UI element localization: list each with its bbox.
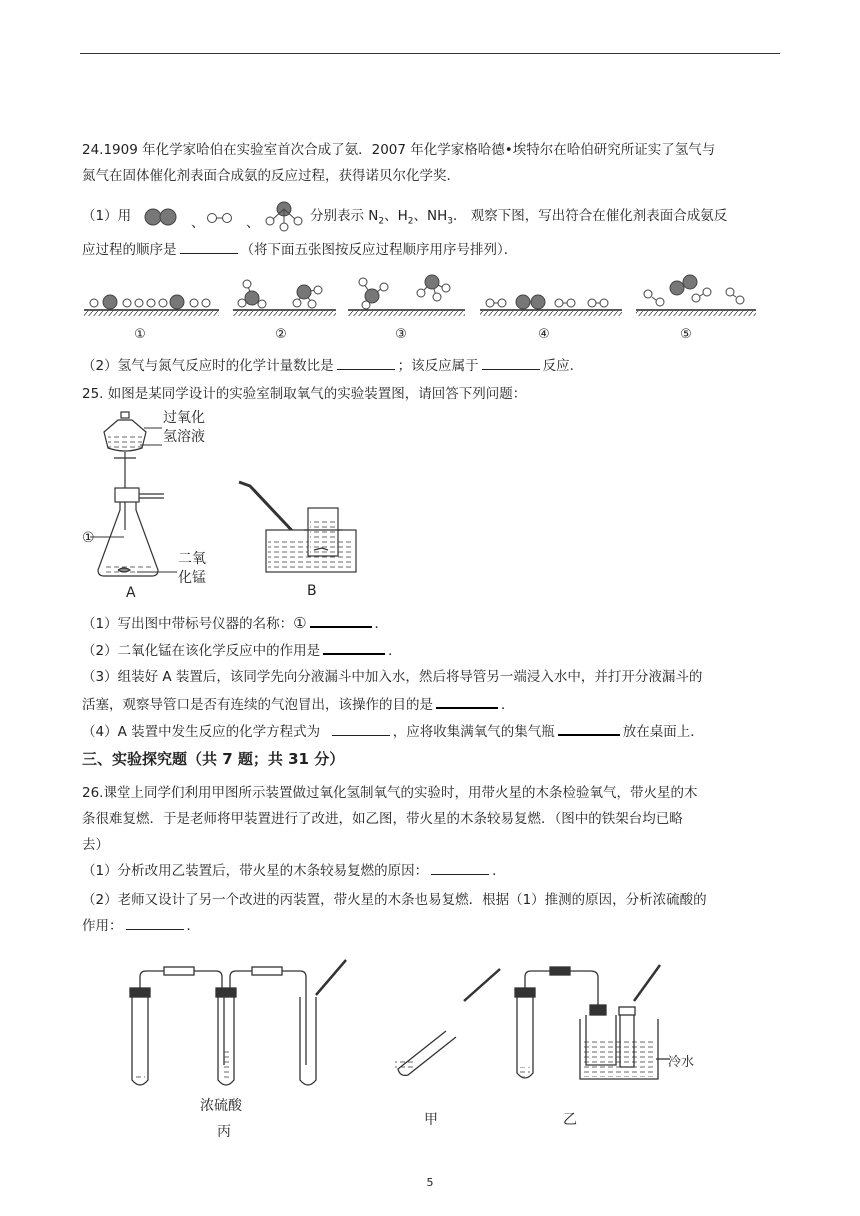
q25-intro: 25. 如图是某同学设计的实验室制取氧气的实验装置图，请回答下列问题： <box>82 386 527 402</box>
step-label-2: ② <box>275 327 287 342</box>
separatory-funnel <box>104 412 146 530</box>
apparatus-yi <box>515 965 670 1079</box>
answer-blank[interactable] <box>310 614 372 628</box>
q24-part2: （2）氢气与氮气反应时的化学计量数比是 ；该反应属于 反应． <box>82 358 584 374</box>
q25-part3-line1: （3）组装好 A 装置后，该同学先向分液漏斗中加入水，然后将导管另一端浸入水中，并打开分液漏斗的 <box>82 669 703 685</box>
answer-blank[interactable] <box>436 695 498 709</box>
header-rule <box>80 53 780 54</box>
answer-blank[interactable] <box>332 723 390 736</box>
label-jia: 甲 <box>424 1112 438 1128</box>
q26-part2-line1: （2）老师又设计了另一个改进的丙装置，带火星的木条也易复燃．根据（1）推测的原因，分析浓硫酸的 <box>82 892 707 908</box>
answer-blank[interactable] <box>482 357 540 370</box>
label-bing: 丙 <box>217 1124 231 1140</box>
q25-part1: （1）写出图中带标号仪器的名称：① ． <box>82 614 389 632</box>
label-apparatus-a: A <box>126 585 136 601</box>
conical-flask <box>98 488 164 576</box>
label-h2o2-line1: 过氧化 <box>163 410 205 426</box>
surface-4 <box>480 310 622 316</box>
test-tube-apparatus-figure <box>120 955 700 1105</box>
q24-part1-formulas: 分别表示 $N_2$、$H_2$、$NH_3$． 观察下图，写出符合在催化剂表面合成氨反 <box>310 208 728 227</box>
q26-part1: （1）分析改用乙装置后，带火星的木条较易复燃的原因： ． <box>82 863 506 879</box>
water-trough <box>239 482 356 572</box>
label-cold-water: 冷水 <box>668 1055 695 1070</box>
surface-2 <box>233 310 336 316</box>
legend-sep-2: 、 <box>246 215 260 231</box>
q24-line2: 氮气在固体催化剂表面合成氨的反应过程，获得诺贝尔化学奖． <box>82 168 460 184</box>
surface-3 <box>348 310 465 316</box>
label-mark-1: ① <box>82 530 95 546</box>
q26-line3: 去） <box>82 837 109 853</box>
molecule-legend-figure <box>142 200 302 234</box>
answer-blank[interactable] <box>337 357 395 370</box>
q26-line2: 条很难复燃．于是老师将甲装置进行了改进，如乙图，带火星的木条较易复燃．（图中的铁架台均已略 <box>82 811 683 827</box>
answer-blank[interactable] <box>180 241 238 254</box>
oxygen-apparatus-figure <box>82 410 372 600</box>
legend-sep-1: 、 <box>191 215 205 231</box>
answer-blank[interactable] <box>558 722 620 736</box>
q24-line1: 24.1909 年化学家哈伯在实验室首次合成了氨．2007 年化学家格哈德•埃特尔在哈伯研究所证实了氢气与 <box>82 142 716 158</box>
label-yi: 乙 <box>563 1112 577 1128</box>
step-label-3: ③ <box>395 327 407 342</box>
apparatus-jia <box>395 969 500 1075</box>
step-label-5: ⑤ <box>680 327 692 342</box>
answer-blank[interactable] <box>323 641 385 655</box>
q26-line1: 26.课堂上同学们利用甲图所示装置做过氧化氢制氧气的实验时，用带火星的木条检验氧气，带火星的木 <box>82 785 698 801</box>
section-heading: 三、实验探究题（共 7 题；共 31 分） <box>82 750 345 768</box>
page-number: 5 <box>426 1176 434 1189</box>
surface-5 <box>636 310 756 316</box>
step-label-4: ④ <box>538 327 550 342</box>
q24-part1-line2: 应过程的顺序是 （将下面五张图按反应过程顺序用序号排列）． <box>82 242 518 258</box>
surface-1 <box>84 310 219 316</box>
q25-part2: （2）二氧化锰在该化学反应中的作用是 ． <box>82 643 402 659</box>
apparatus-bing <box>130 960 346 1085</box>
q25-part4: （4）A 装置中发生反应的化学方程式为 ，应将收集满氧气的集气瓶 放在桌面上． <box>82 724 704 740</box>
q26-part2-line2: 作用： ． <box>82 918 200 934</box>
reaction-steps-figure <box>82 270 782 325</box>
q25-part3-line2: 活塞，观察导管口是否有连续的气泡冒出，该操作的目的是 ． <box>82 697 515 713</box>
q24-part1-prefix: （1）用 <box>82 208 132 224</box>
label-apparatus-b: B <box>307 583 317 599</box>
label-h2o2-line2: 氢溶液 <box>163 429 205 445</box>
answer-blank[interactable] <box>126 917 184 930</box>
label-mno2-line2: 化锰 <box>178 570 206 586</box>
label-conc-acid: 浓硫酸 <box>200 1098 242 1114</box>
label-mno2-line1: 二氧 <box>178 551 206 567</box>
step-label-1: ① <box>134 327 146 342</box>
answer-blank[interactable] <box>431 862 489 875</box>
